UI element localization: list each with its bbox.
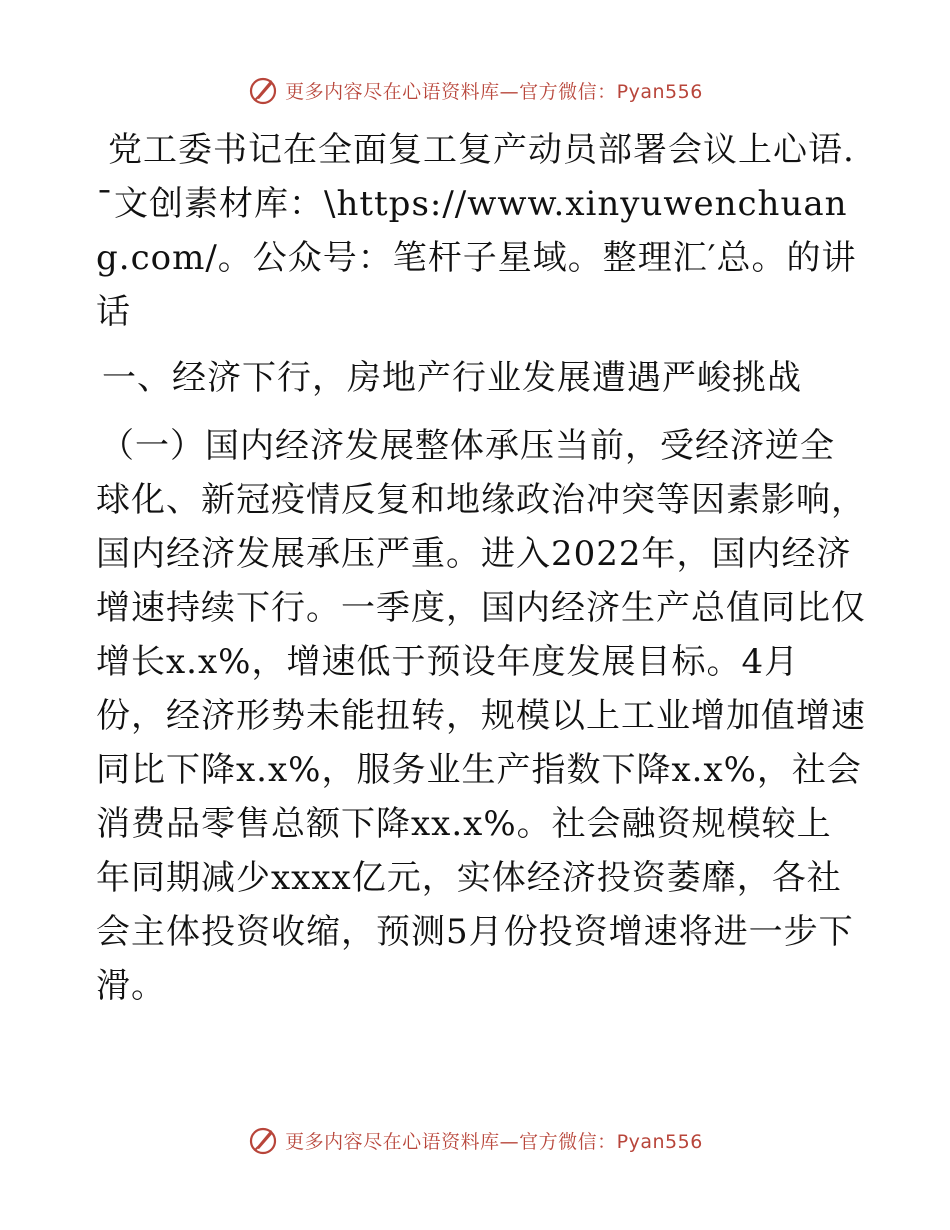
header-watermark	[0, 70, 950, 110]
header-watermark-text: 更多内容尽在心语资料库—官方微信：Pyan556	[285, 80, 703, 103]
document-body	[96, 123, 866, 1013]
section-heading: 一、经济下行，房地产行业发展遭遇严峻挑战	[102, 358, 802, 398]
footer-watermark-text: 更多内容尽在心语资料库—官方微信：Pyan556	[285, 1130, 703, 1153]
document-title: 党工委书记在全面复工复产动员部署会议上心语.¯文创素材库：\https://www.xinyuwenchuang.com/。公众号：笔杆子星域。整理汇′总。的讲话	[96, 130, 857, 332]
body-paragraph: （一）国内经济发展整体承压当前，受经济逆全球化、新冠疫情反复和地缘政治冲突等因素影响，国内经济发展承压严重。进入2022年，国内经济增速持续下行。一季度，国内经济生产总值同比仅增长x.x%，增速低于预设年度发展目标。4月份，经济形势未能扭转，规模以上工业增加值增速同比下降x.x%，服务业生产指数下降x.x%，社会消费品零售总额下降xx.x%。社会融资规模较上年同期减少xxxx亿元，实体经济投资萎靡，各社会主体投资收缩，预测5月份投资增速将进一步下滑。	[96, 426, 866, 1006]
quill-pen-logo-icon	[247, 74, 279, 106]
quill-pen-logo-icon	[247, 1124, 279, 1156]
footer-watermark	[0, 1120, 950, 1160]
